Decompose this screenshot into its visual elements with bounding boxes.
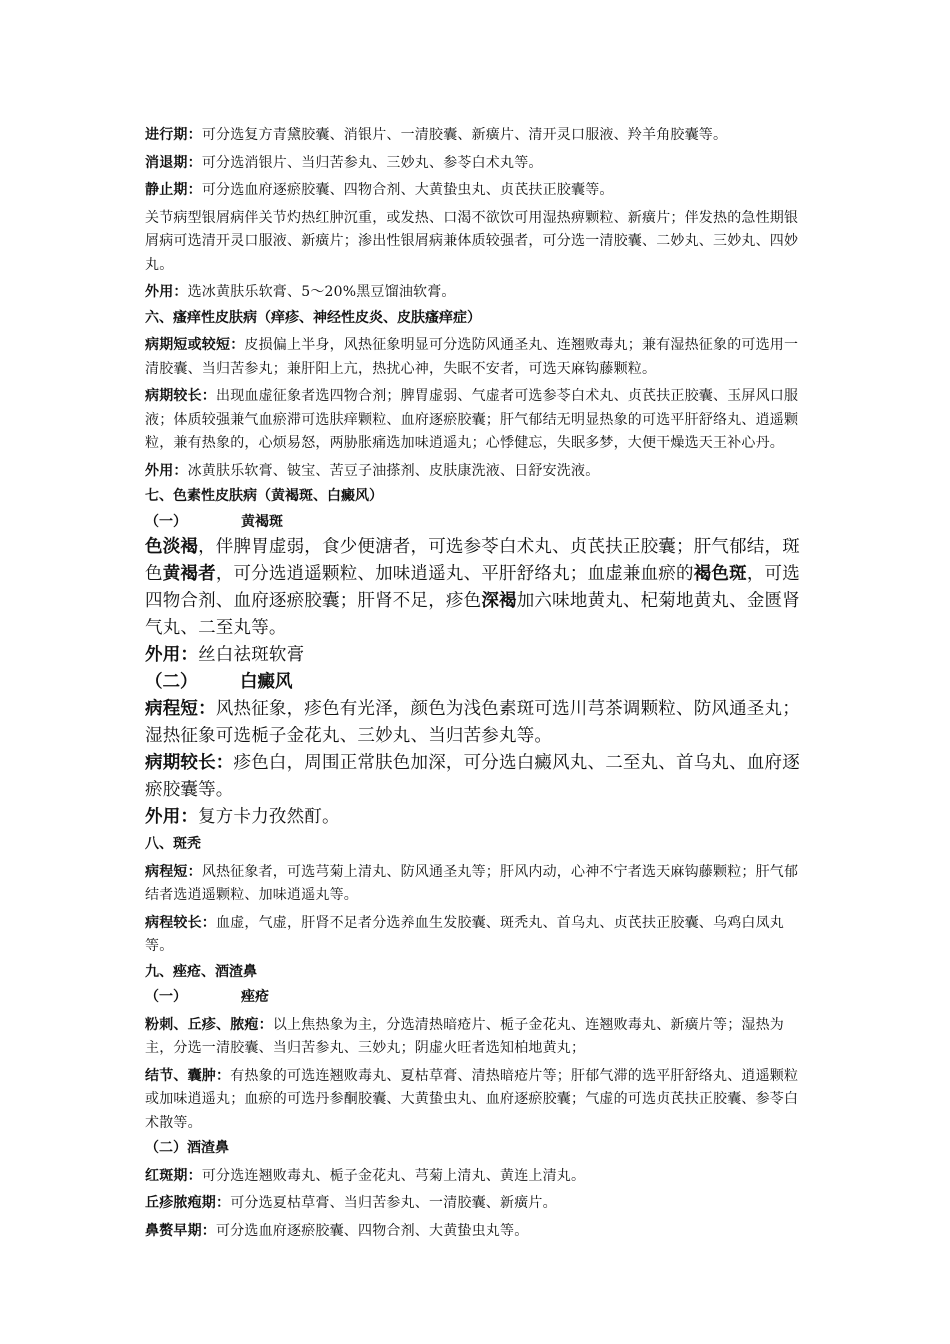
label: 外用： [145,462,188,479]
label: 外用： [145,807,199,827]
paragraph-8b [145,912,810,959]
paragraph-7e [145,804,810,831]
text: 选冰黄肤乐软膏、5～20%黑豆馏油软膏。 [187,284,456,300]
subheading-9-1 [145,986,269,1010]
text: 以上焦热象为主，分选清热暗疮片、栀子金花丸、连翘败毒丸、新癀片等；湿热为主，分选一清胶囊、当归苦参丸、三妙丸；阴虚火旺者选知柏地黄丸； [145,1016,785,1056]
paragraph-9c [145,1165,810,1189]
paragraph-6c [145,460,810,484]
label: 色淡褐 [145,537,199,557]
paragraph-waiyong-1 [145,281,810,305]
label: 消退期： [145,154,202,171]
paragraph-7d [145,750,810,804]
label: 外用： [145,284,188,300]
text: 可分选连翘败毒丸、栀子金花丸、芎菊上清丸、黄连上清丸。 [201,1167,586,1184]
label: 病期较长： [145,753,234,773]
section-heading-7: 七、色素性皮肤病（黄褐斑、白癜风） [145,488,383,504]
section-heading-6: 六、瘙痒性皮肤病（痒疹、神经性皮炎、皮肤瘙痒症） [145,309,481,326]
label: 病期短或较短： [145,337,245,353]
sub-title: 白癜风 [240,672,293,692]
label: 结节、囊肿： [145,1067,231,1084]
text: 有热象的可选连翘败毒丸、夏枯草膏、清热暗疮片等；肝郁气滞的选平肝舒络丸、逍遥颗粒或加味逍遥丸；血瘀的可选丹参酮胶囊、大黄蛰虫丸、血府逐瘀胶囊；气虚的可选贞芪扶正胶囊、参苓白术散等。 [145,1067,799,1131]
text: ，伴脾胃虚弱，食少便溏者，可选参苓白术丸、贞芪扶正胶囊；肝气郁结，斑色 [145,537,800,584]
section-heading-9: 九、痤疮、酒渣鼻 [145,963,257,980]
paragraph-xiaotui [145,152,810,176]
label: 红斑期： [145,1167,202,1184]
text: 出现血虚征象者选四物合剂；脾胃虚弱、气虚者可选参苓白术丸、贞芪扶正胶囊、玉屏风口服液；体质较强兼气血瘀滞可选肤痒颗粒、血府逐瘀胶囊；肝气郁结无明显热象的可选平肝舒络丸、逍遥颗粒，兼有热象的，心烦易怒，两胁胀痛选加味逍遥丸；心悸健忘，失眠多梦，大便干燥选天王补心丹。 [145,388,799,451]
paragraph-6a [145,334,810,381]
paragraph-9d [145,1192,810,1216]
paragraph-guanjie [145,207,810,278]
paragraph-jingzhi [145,179,810,203]
paragraph-9e [145,1220,810,1244]
sub-number: （二） [145,672,198,692]
label: 丘疹脓疱期： [145,1195,231,1211]
sub-title: 黄褐斑 [241,513,283,530]
text: 风热征象，疹色有光泽，颜色为浅色素斑可选川芎茶调颗粒、防风通圣丸；湿热征象可选栀子金花丸、三妙丸、当归苦参丸等。 [145,699,800,746]
label: 静止期： [145,182,202,198]
label: 粉刺、丘疹、脓疱： [145,1016,273,1033]
label: 病程短： [145,699,216,719]
text: 丝白祛斑软膏 [198,645,305,665]
paragraph-7a [145,534,810,642]
text: 加六味地黄丸、杞菊地黄丸、金匮肾气丸、二至丸等。 [145,591,800,638]
paragraph-7c [145,696,810,750]
label: 深褐 [481,591,517,611]
text: 可分选复方青黛胶囊、消银片、一清胶囊、新癀片、清开灵口服液、羚羊角胶囊等。 [201,127,728,143]
label: 进行期： [145,127,202,143]
paragraph-9b [145,1065,810,1136]
subheading-7-2 [145,669,293,696]
paragraph-9a [145,1014,810,1061]
sub-number: （一） [145,513,187,530]
text: 冰黄肤乐软膏、铍宝、苦豆子油搽剂、皮肤康洗液、日舒安洗液。 [187,462,600,479]
document-page [145,124,810,1243]
paragraph-jinxing [145,124,810,148]
sub-title: 痤疮 [241,989,269,1005]
label: 褐色斑 [693,564,747,584]
label: 黄褐者 [162,564,216,584]
text: 可分选消银片、当归苦参丸、三妙丸、参苓白术丸等。 [201,154,543,171]
label: 鼻赘早期： [145,1222,216,1239]
section-heading-8: 八、斑秃 [145,836,201,852]
label: 病程较长： [145,914,216,931]
sub-number: （一） [145,989,187,1005]
subheading-7-1 [145,511,283,535]
text: 可分选血府逐瘀胶囊、四物合剂、大黄蛰虫丸等。 [216,1222,529,1239]
label: 外用： [145,645,199,665]
text: 血虚，气虚，肝肾不足者分选养血生发胶囊、斑秃丸、首乌丸、贞芪扶正胶囊、乌鸡白凤丸等。 [145,914,784,954]
text: 可分选血府逐瘀胶囊、四物合剂、大黄蛰虫丸、贞芪扶正胶囊等。 [201,182,614,198]
text: ，可分选逍遥颗粒、加味逍遥丸、平肝舒络丸；血虚兼血瘀的 [215,564,694,584]
subheading-9-2: （二）酒渣鼻 [145,1140,229,1156]
label: 病程短： [145,863,202,880]
label: 病期较长： [145,388,216,404]
paragraph-6b [145,385,810,456]
paragraph-8a [145,861,810,908]
text: 复方卡力孜然酊。 [198,807,340,827]
text: ，可选四物合剂、血府逐瘀胶囊；肝肾不足，疹色 [145,564,800,611]
text: 可分选夏枯草膏、当归苦参丸、一清胶囊、新癀片。 [230,1195,557,1211]
text: 风热征象者，可选芎菊上清丸、防风通圣丸等；肝风内动，心神不宁者选天麻钩藤颗粒；肝气郁结者选逍遥颗粒、加味逍遥丸等。 [145,863,799,903]
text: 关节病型银屑病伴关节灼热红肿沉重，或发热、口渴不欲饮可用湿热痹颗粒、新癀片；伴发热的急性期银屑病可选清开灵口服液、新癀片；渗出性银屑病兼体质较强者，可分选一清胶囊、二妙丸、三妙丸、四妙丸。 [145,209,799,273]
text: 皮损偏上半身，风热征象明显可分选防风通圣丸、连翘败毒丸；兼有湿热征象的可选用一清胶囊、当归苦参丸；兼肝阳上亢，热扰心神，失眠不安者，可选天麻钩藤颗粒。 [145,337,799,377]
text: 疹色白，周围正常肤色加深，可分选白癜风丸、二至丸、首乌丸、血府逐瘀胶囊等。 [145,753,800,800]
paragraph-7b [145,642,810,669]
